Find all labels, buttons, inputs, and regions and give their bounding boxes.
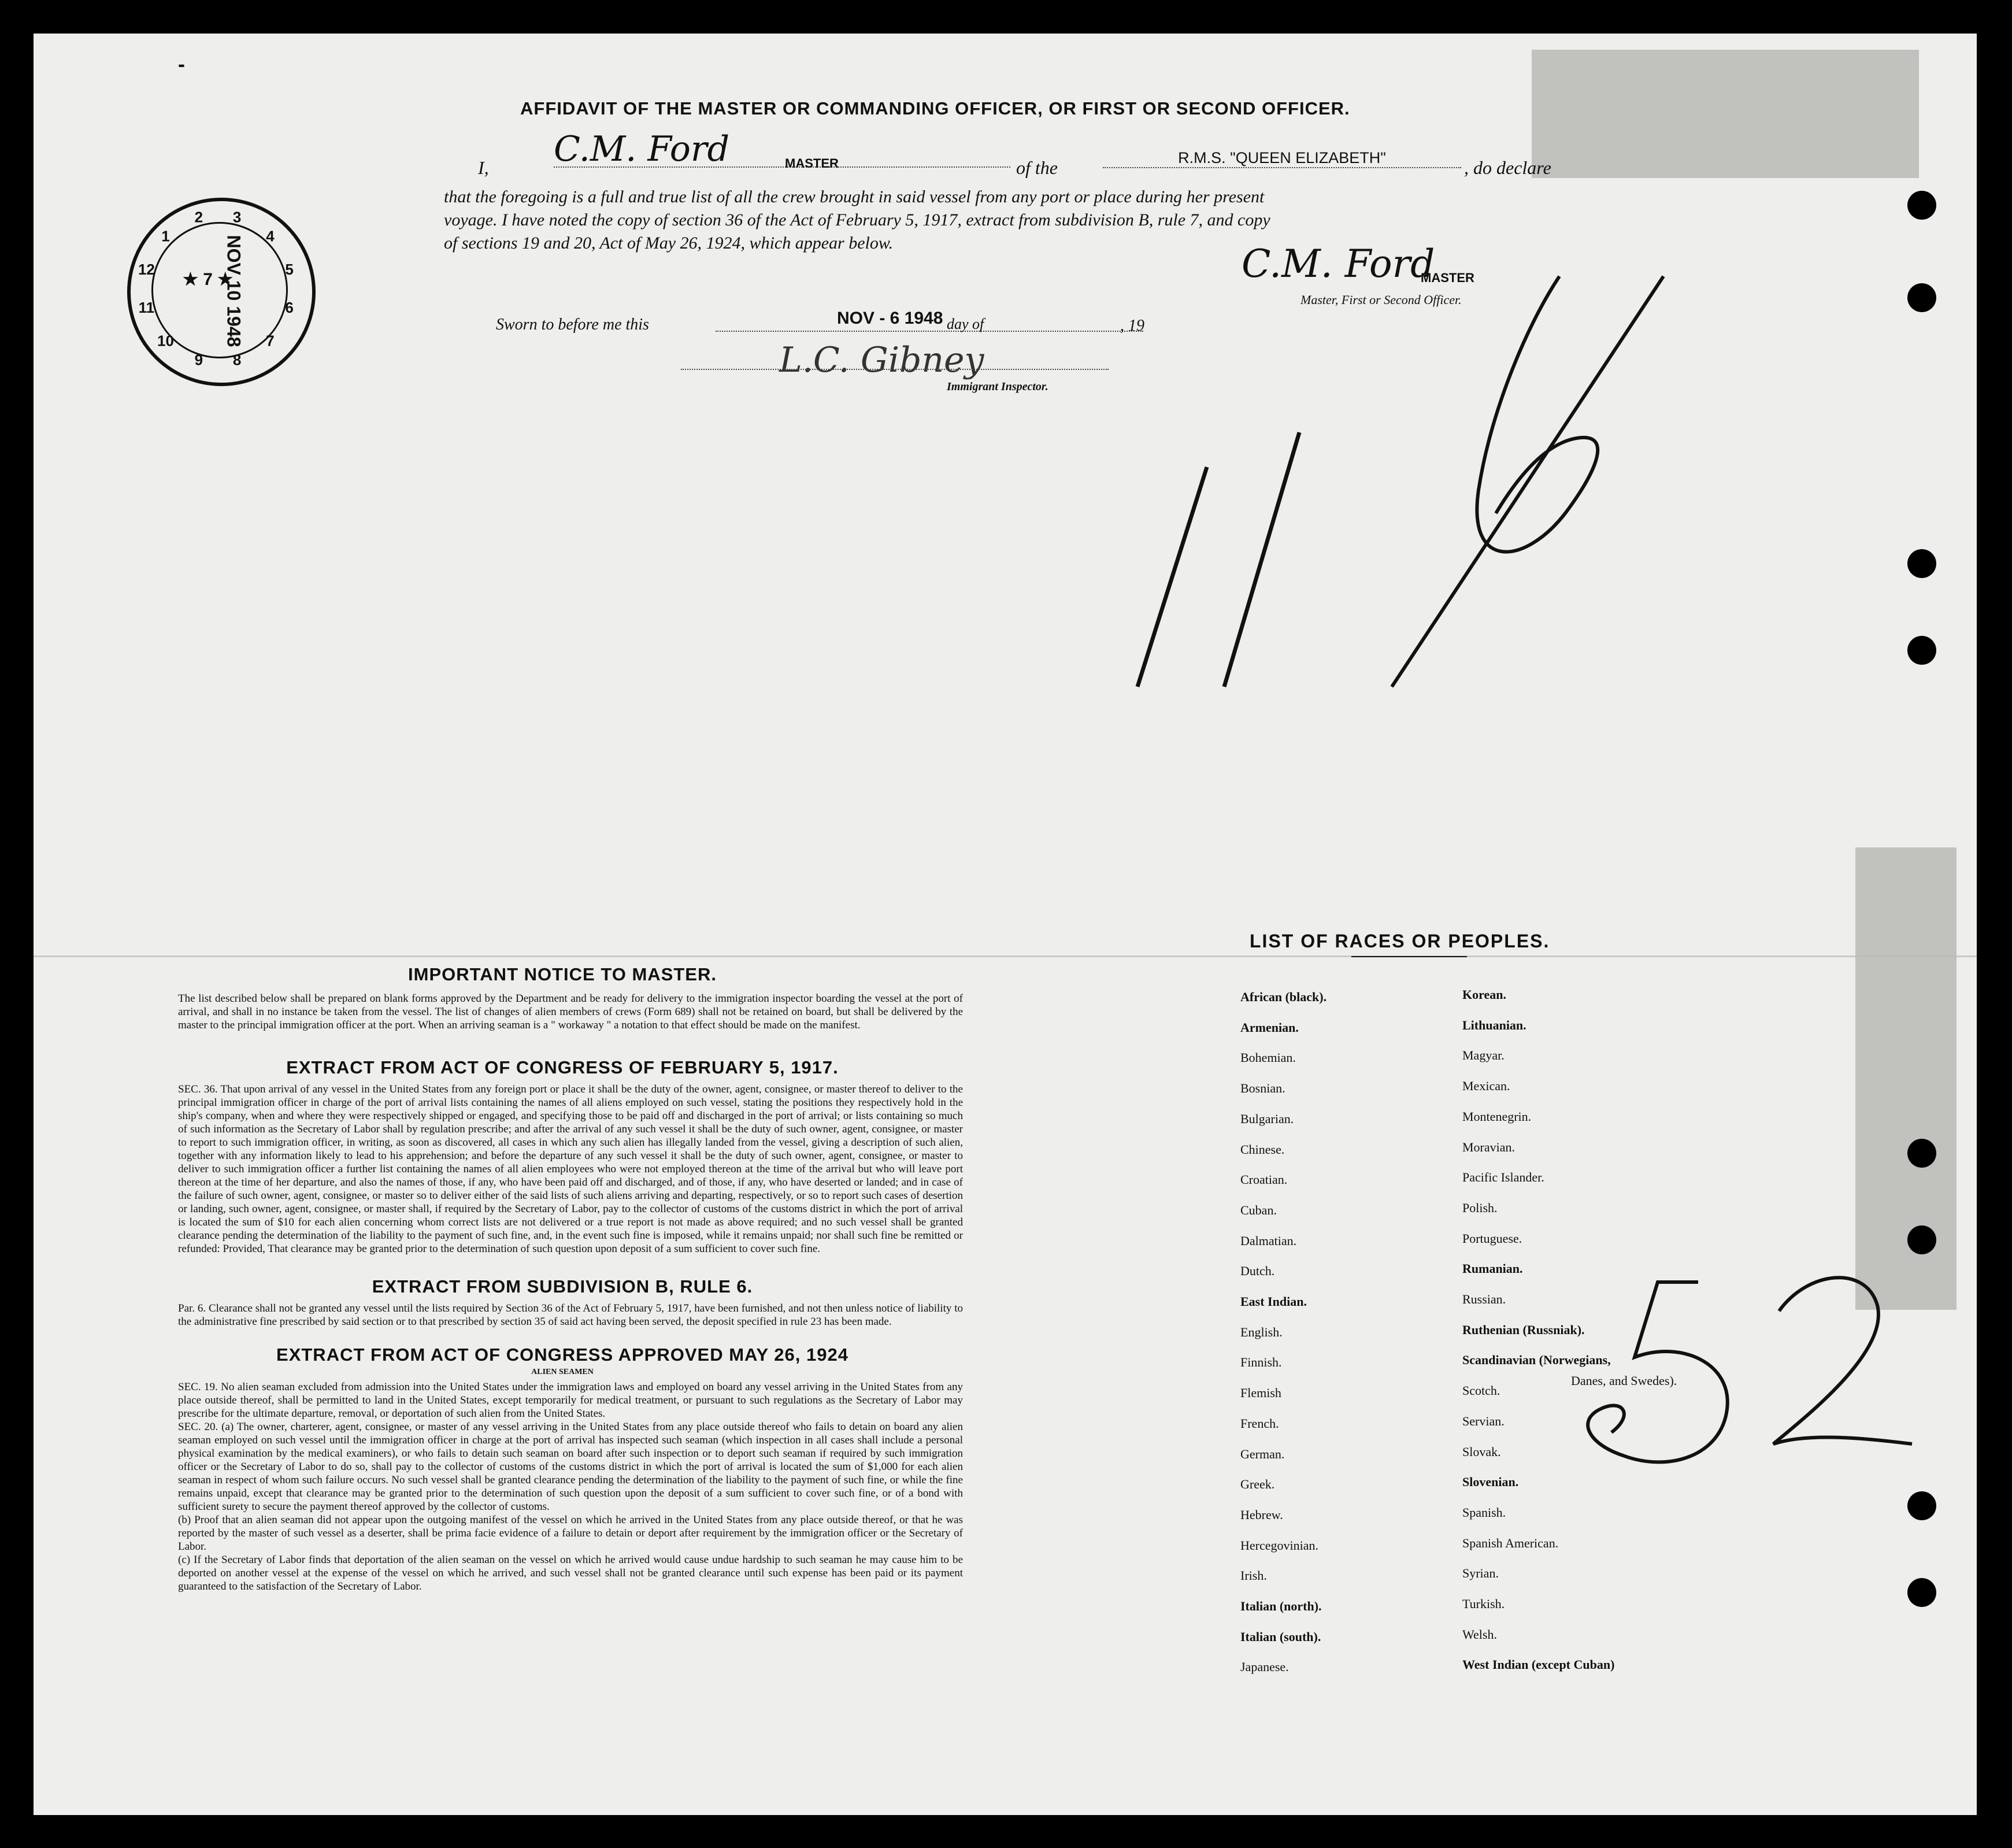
race-item: Montenegrin. [1462,1109,1532,1124]
race-item: Korean. [1462,987,1506,1002]
race-item: East Indian. [1240,1294,1307,1309]
stamp-ring-numbers [127,198,309,379]
race-item: Croatian. [1240,1172,1288,1187]
act1917-title: EXTRACT FROM ACT OF CONGRESS OF FEBRUARY 5, 1917. [286,1057,839,1077]
act1924-sec19: SEC. 19. No alien seaman excluded from admission into the United States under the immigration laws and employed on board any vessel arriving in the United States from any place outside thereof, shall be permitted to land in the United States, except temporarily for medical treatment, or pursuant to such regulations as the Secretary of Labor may prescribe for the ultimate departure, removal, or deportation of such alien from the United States. [178,1381,963,1420]
race-item: Flemish [1240,1386,1281,1401]
race-item: Servian. [1462,1413,1505,1428]
punch-hole [1907,191,1936,220]
race-item: Dutch. [1240,1264,1275,1279]
inspector-line [681,369,1109,370]
race-item: West Indian (except Cuban) [1462,1657,1615,1672]
master-signature: C.M. Ford [1242,242,1435,286]
day-of: day of [947,316,984,332]
race-item: Syrian. [1462,1566,1499,1581]
act1924-sec20a: SEC. 20. (a) The owner, charterer, agent, consignee, or master of any vessel arriving in the United States from any place outside thereof who fails to detain on board any alien seaman employed on such vessel until the immigration officer in charge at the port of arrival has inspected such seaman (which inspection in all cases shall include a personal physical examination by the medical examiners), or who fails to detain such seaman on board after such inspection or to deport such seaman if required by such immigration officer or the Secretary of Labor to do so, shall pay to the collector of customs of the customs district in which the port of arrival is located the sum of $1,000 for each alien seaman in respect of whom such failure occurs. No such vessel shall be granted clearance pending the determination of the liability to the payment of such fine, or while the fine remains unpaid, except that clearance may be granted prior to the determination of such question upon the deposit of a sum sufficient to cover such fine, or of a bond with sufficient surety to secure the payment thereof approved by the collector of customs. [178,1421,963,1513]
stamp-ring-number: 5 [285,260,294,278]
race-item: Portuguese. [1462,1231,1522,1246]
race-item: African (black). [1240,990,1327,1004]
top-mark: - [178,52,185,76]
act1924-sec20b: (b) Proof that an alien seaman did not appear upon the outgoing manifest of the vessel on which he arrived in the United States from any place outside thereof, or that he was reported by the master of such vessel as a deserter, shall be prima facie evidence of a failure to detain or deport after requirement by the immigration officer or the Secretary of Labor. [178,1514,963,1553]
race-item: Ruthenian (Russniak). [1462,1322,1585,1337]
sworn-line [716,309,1143,332]
race-item: Scotch. [1462,1383,1500,1398]
tape-strip-side [1855,847,1957,1310]
race-item: Welsh. [1462,1627,1497,1642]
race-item: Pacific Islander. [1462,1170,1544,1185]
affidavit-body-3: voyage. I have noted the copy of section 36 of the Act of February 5, 1917, extract from subdivision B, rule 7, and copy [444,210,1270,229]
notice-title: IMPORTANT NOTICE TO MASTER. [408,964,717,984]
notice-column [149,964,976,1593]
stamp-date: NOV 10 1948 [223,235,244,347]
race-item: Greek. [1240,1477,1275,1492]
affidavit-title: AFFIDAVIT OF THE MASTER OR COMMANDING OFFICER, OR FIRST OR SECOND OFFICER. [520,98,1350,118]
affidavit-of-the: of the [1016,157,1058,178]
rule6-title: EXTRACT FROM SUBDIVISION B, RULE 6. [372,1276,753,1297]
stamp-ring-number: 10 [157,332,174,350]
stamp-ring-number: 7 [266,332,275,350]
race-item: Russian. [1462,1292,1506,1306]
race-item: Turkish. [1462,1597,1505,1611]
handwritten-fraction [1120,242,1698,704]
race-item: Lithuanian. [1462,1017,1526,1032]
handwritten-page-number [1565,1247,1935,1479]
stamp-ring-number: 8 [232,351,242,369]
affidavit-i: I, [478,157,489,178]
race-item: English. [1240,1324,1283,1339]
act1924-title: EXTRACT FROM ACT OF CONGRESS APPROVED MAY 26, 1924 [276,1345,848,1365]
race-item: Bulgarian. [1240,1111,1294,1126]
vessel-name: R.M.S. "QUEEN ELIZABETH" [1103,149,1461,168]
stamp-ring-number: 9 [194,351,203,369]
handwritten-page-value [1565,1247,1566,1248]
stamp-ring-number: 2 [194,208,203,226]
race-item: Mexican. [1462,1079,1510,1094]
race-item: Hebrew. [1240,1507,1283,1522]
act1924-sec20c: (c) If the Secretary of Labor finds that deportation of the alien seaman on the vessel on which he arrived would cause undue hardship to such seaman he may cause him to be deported on another vessel at the expense of the vessel on which he arrived, and such vessel shall not be granted clearance until such expense has been paid or its payment guaranteed to the satisfaction of the Secretary of Labor. [178,1554,963,1593]
sworn-date: NOV - 6 1948 [837,309,943,328]
race-item: Armenian. [1240,1020,1299,1035]
year-prefix: , 19 [1120,317,1144,335]
inspection-stamp [127,198,316,386]
race-item: Chinese. [1240,1142,1285,1157]
punch-hole [1907,1491,1936,1520]
race-item: Spanish. [1462,1505,1506,1520]
act1917-text: SEC. 36. That upon arrival of any vessel in the United States from any foreign port or place it shall be the duty of the owner, agent, consignee, or master thereof to deliver to the principal immigration officer in charge of the port of arrival lists containing the names of all aliens employed on such vessel, stating the positions they respectively hold in the ship's company, when and where they were respectively shipped or engaged, and specifying those to be paid off and discharged in the port of arrival; or lists containing so much of such information as the Secretary of Labor shall by regulation prescribe; and after the arrival of any such vessel it shall be the duty of such owner, agent, consignee, or master to report to such immigration officer, in writing, as soon as discovered, all cases in which any such alien has illegally landed from the vessel, giving a description of such alien, together with any information likely to lead to his apprehension; and before the departure of any such vessel it shall be the duty of such owner, agent, consignee, or master to deliver to such immigration officer a further list containing the names of all alien employees who were not employed thereon at the time of the arrival but who will leave port thereon at the time of her departure, and also the names of those, if any, who have been paid off and discharged, and of those, if any, who have deserted or landed; and in case of the failure of such owner, agent, consignee, or master so to deliver either of the said lists of such aliens arriving and departing, respectively, or so to report such cases of desertion or landing, such owner, agent, consignee, or master shall, if required by the Secretary of Labor, pay to the collector of customs of the customs district in which the port of arrival is located the sum of $10 for each alien concerning whom correct lists are not delivered or a true report is not made as above required; and no such vessel shall be granted clearance pending the determination of the liability to the payment of such fine, and, in the event such fine is imposed, while it remains unpaid; nor shall such fine be remitted or refunded: Provided, That clearance may be granted prior to the determination of such question upon deposit of a sum sufficient to cover such fine. [178,1083,963,1255]
stamp-ring-number: 1 [161,227,170,245]
race-item: Bohemian. [1240,1050,1296,1065]
race-item: Magyar. [1462,1048,1505,1063]
race-item: Polish. [1462,1200,1498,1215]
race-item: Bosnian. [1240,1081,1285,1096]
race-item: German. [1240,1446,1285,1461]
race-item: Cuban. [1240,1202,1277,1217]
race-item: Italian (north). [1240,1599,1322,1613]
race-item: Hercegovinian. [1240,1538,1318,1553]
race-item: French. [1240,1416,1279,1431]
race-item: Japanese. [1240,1660,1289,1675]
affidavit-rank: MASTER [785,156,839,171]
race-item: Finnish. [1240,1355,1282,1370]
race-item: Scandinavian (Norwegians, [1462,1353,1611,1368]
act1924-subtitle: ALIEN SEAMEN [531,1368,594,1376]
affidavit-declare: , do declare [1464,157,1551,178]
races-title: LIST OF RACES OR PEOPLES. [1250,931,1550,951]
race-item: Rumanian. [1462,1261,1523,1276]
punch-hole [1907,1578,1936,1607]
race-item: Slovenian. [1462,1475,1519,1490]
race-item: Dalmatian. [1240,1233,1297,1248]
stamp-ring-number: 11 [138,299,155,317]
inspector-caption: Immigrant Inspector. [947,380,1048,393]
affidavit-body-4: of sections 19 and 20, Act of May 26, 1924, which appear below. [444,234,894,253]
race-item: Spanish American. [1462,1535,1559,1550]
stamp-ring-number: 6 [285,299,294,317]
stamp-ring-number: 4 [266,227,275,245]
inspector-signature: L.C. Gibney [779,340,984,380]
stamp-ring-number: 3 [232,208,242,226]
stamp-center: ★ 7 ★ [183,270,234,289]
punch-hole [1907,549,1936,578]
tape-strip-top [1532,50,1919,178]
affidavit-body-2: that the foregoing is a full and true list of all the crew brought in said vessel from any port or place during her present [444,187,1265,206]
master-rank: MASTER [1421,271,1474,285]
notice-text: The list described below shall be prepared on blank forms approved by the Department and be ready for delivery to the immigration inspector boarding the vessel at the port of arrival, and shall in no instance be taken from the vessel. The list of changes of alien members of crews (Form 689) shall not be retained on board, but shall be delivered by the master to the principal immigration officer at the port. When an arriving seaman is a " workaway " a notation to that effect should be made on the manifest. [178,992,963,1031]
races-title-rule [1351,956,1467,957]
stamp-ring-number: 12 [138,260,155,278]
punch-hole [1907,1139,1936,1168]
race-item: Italian (south). [1240,1629,1321,1644]
race-item-continuation: Danes, and Swedes). [1571,1373,1677,1388]
rule6-text: Par. 6. Clearance shall not be granted any vessel until the lists required by Section 36 of the Act of February 5, 1917, have been furnished, and not then unless notice of liability to the administrative fine prescribed by said section or to that prescribed by section 35 of said act having been served, the deposit specified in rule 23 has been made. [178,1302,963,1328]
sworn-prefix: Sworn to before me this [496,316,649,334]
affidavit-signature: C.M. Ford [554,132,1010,168]
race-item: Slovak. [1462,1444,1501,1459]
punch-hole [1907,636,1936,665]
fold-line [34,956,1977,957]
race-item: Moravian. [1462,1139,1516,1154]
race-item: Irish. [1240,1568,1267,1583]
punch-hole [1907,283,1936,312]
master-caption: Master, First or Second Officer. [1300,292,1462,307]
document-page [34,34,1977,1815]
